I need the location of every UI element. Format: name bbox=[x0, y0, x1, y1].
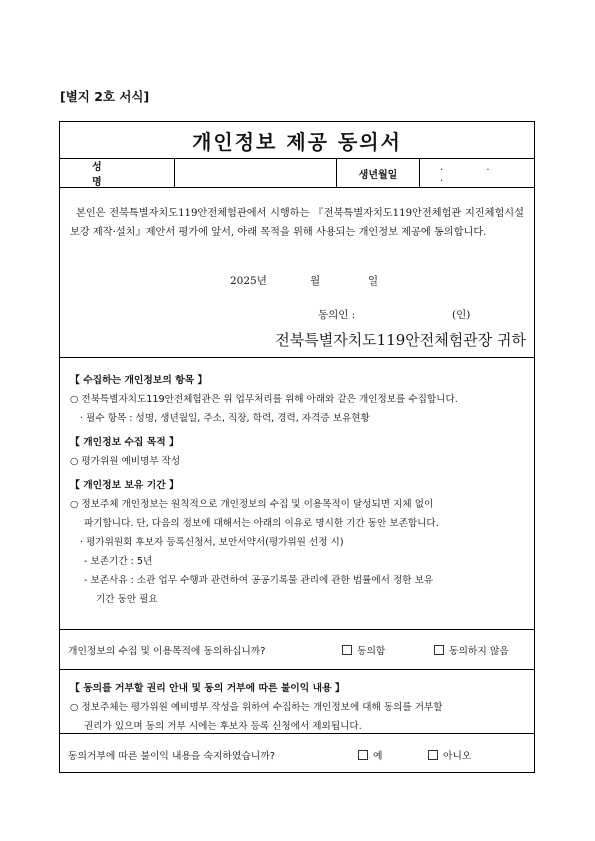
checkbox-icon[interactable] bbox=[428, 750, 438, 760]
period-header: 【 개인정보 보유 기간 】 bbox=[70, 480, 179, 491]
items-header: 【 수집하는 개인정보의 항목 】 bbox=[70, 375, 208, 386]
disagree-label: 동의하지 않음 bbox=[449, 645, 509, 657]
no-option[interactable] bbox=[428, 748, 471, 762]
addressee: 전북특별자치도119안전체험관장 귀하 bbox=[275, 331, 526, 349]
consent-question-row bbox=[60, 630, 534, 670]
agree-label: 동의함 bbox=[357, 645, 386, 657]
refusal-notice bbox=[60, 670, 534, 734]
date-day: 일 bbox=[368, 275, 379, 287]
period-line: · 평가위원회 후보자 등록신청서, 보안서약서(평가위원 선정 시) bbox=[80, 537, 344, 548]
consent-form bbox=[59, 121, 535, 773]
refusal-line: ○ 정보주체는 평가위원 예비명부 작성을 위하여 수집하는 개인정보에 대해 동의를 거부할 bbox=[70, 702, 443, 713]
checkbox-icon[interactable] bbox=[342, 645, 352, 655]
acknowledge-question-row bbox=[60, 734, 534, 775]
refusal-header: 【 동의를 거부할 권리 안내 및 동의 거부에 따른 불이익 내용 】 bbox=[70, 683, 345, 694]
date-year: 2025년 bbox=[230, 275, 267, 287]
no-label: 아니오 bbox=[443, 750, 472, 762]
yes-option[interactable] bbox=[358, 748, 382, 762]
form-number-label: [별지 2호 서식] bbox=[60, 89, 150, 104]
acknowledge-question: 동의거부에 따른 불이익 내용을 숙지하였습니까? bbox=[68, 750, 275, 762]
purpose-header: 【 개인정보 수집 목적 】 bbox=[70, 437, 179, 448]
collection-details bbox=[60, 358, 534, 630]
birthdate-label: 생년월일 bbox=[337, 159, 420, 187]
agree-option[interactable] bbox=[342, 643, 385, 657]
name-field[interactable] bbox=[175, 159, 337, 187]
items-line: ○ 전북특별자치도119안전체험관은 위 업무처리를 위해 아래와 같은 개인정보를 수집합니다. bbox=[70, 394, 458, 405]
period-line: 기간 동안 필요 bbox=[96, 594, 158, 605]
period-line: - 보존기간 : 5년 bbox=[84, 556, 153, 567]
form-title: 개인정보 제공 동의서 bbox=[60, 122, 534, 159]
items-line: · 필수 항목 : 성명, 생년월일, 주소, 직장, 학력, 경력, 자격증 보유현황 bbox=[80, 413, 370, 424]
period-line: - 보존사유 : 소관 업무 수행과 관련하여 공공기록물 관리에 관한 법률에서 정한 보유 bbox=[84, 575, 434, 586]
checkbox-icon[interactable] bbox=[358, 750, 368, 760]
consent-statement bbox=[60, 188, 534, 358]
disagree-option[interactable] bbox=[434, 643, 509, 657]
checkbox-icon[interactable] bbox=[434, 645, 444, 655]
purpose-line: ○ 평가위원 예비명부 작성 bbox=[70, 456, 181, 467]
date-month: 월 bbox=[310, 275, 321, 287]
consent-text: 본인은 전북특별자치도119안전체험관에서 시행하는 『전북특별자치도119안전체험관 지진체험시설 보강 제작·설치』제안서 평가에 앞서, 아래 목적을 위해 사용되는 개인정보 제공에 동의합니다. bbox=[70, 208, 524, 238]
applicant-info-row bbox=[60, 159, 534, 188]
birthdate-field[interactable]: . . . bbox=[440, 162, 510, 184]
signer-label: 동의인 : bbox=[318, 309, 356, 321]
yes-label: 예 bbox=[373, 750, 383, 762]
consent-question: 개인정보의 수집 및 이용목적에 동의하십니까? bbox=[68, 645, 266, 657]
period-line: ○ 정보주체 개인정보는 원칙적으로 개인정보의 수집 및 이용목적이 달성되면 지체 없이 bbox=[70, 499, 434, 510]
refusal-line: 권리가 있으며 동의 거부 시에는 후보자 등록 신청에서 제외됩니다. bbox=[84, 721, 362, 732]
period-line: 파기합니다. 단, 다음의 정보에 대해서는 아래의 이유로 명시한 기간 동안 보존합니다. bbox=[84, 518, 439, 529]
name-label: 성 명 bbox=[60, 159, 175, 187]
seal-mark: (인) bbox=[452, 309, 471, 321]
